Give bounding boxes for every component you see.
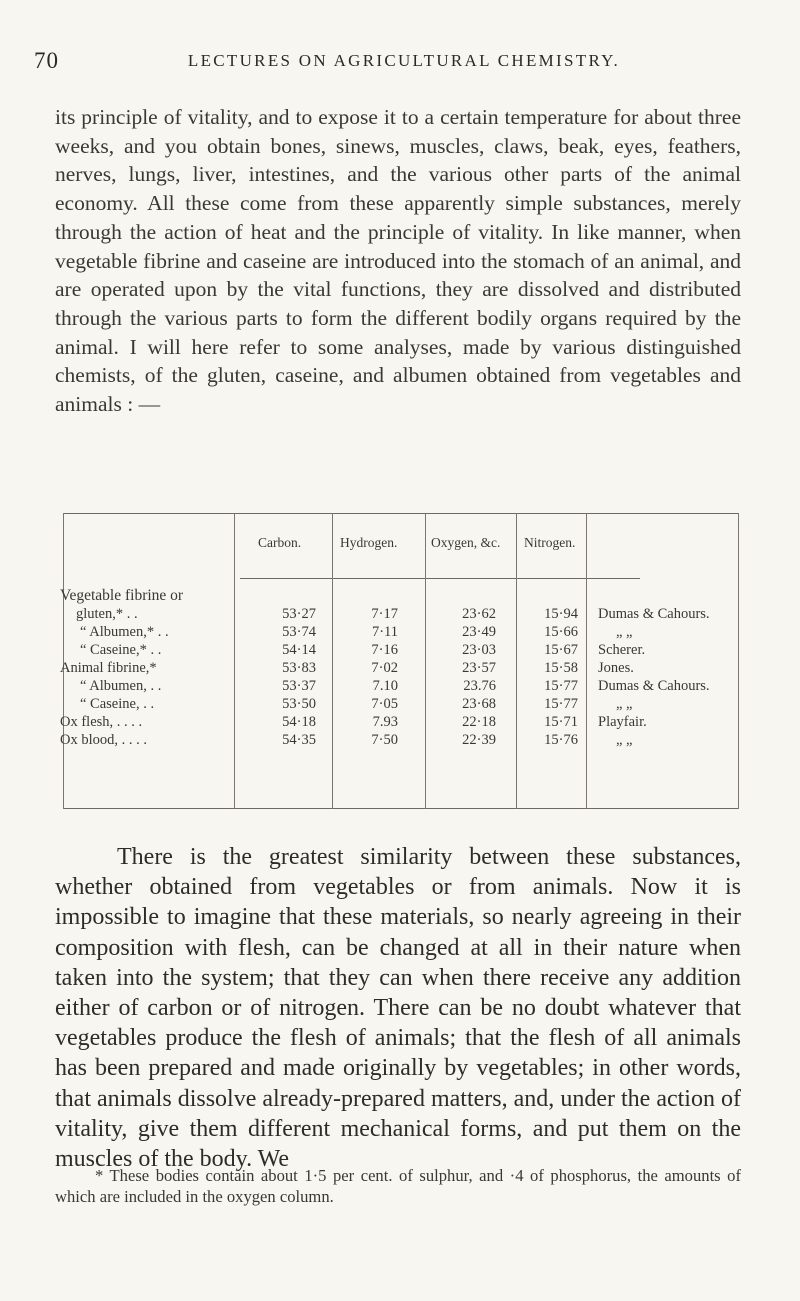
cell-authority: Jones. — [598, 660, 634, 676]
cell-oxygen: 23·57 — [462, 660, 496, 676]
cell-hydrogen: 7·02 — [371, 660, 398, 676]
cell-nitrogen: 15·77 — [544, 678, 578, 694]
cell-hydrogen: 7·05 — [371, 696, 398, 712]
cell-hydrogen: 7.93 — [372, 714, 398, 730]
cell-carbon: 53·37 — [282, 678, 316, 694]
col-header-carbon: Carbon. — [258, 535, 302, 550]
row-name: “ Caseine,* . . — [80, 642, 162, 658]
analysis-table — [56, 513, 740, 810]
cell-nitrogen: 15·58 — [544, 660, 578, 676]
row-name: Ox blood, . . . . — [60, 732, 147, 748]
row-name-line1: Vegetable fibrine or — [60, 587, 184, 604]
body-paragraph — [55, 842, 741, 1174]
cell-authority: Dumas & Cahours. — [598, 606, 710, 622]
cell-carbon: 54·35 — [282, 732, 316, 748]
cell-hydrogen: 7.10 — [372, 678, 398, 694]
cell-authority: Playfair. — [598, 714, 647, 730]
cell-carbon: 53·27 — [282, 606, 316, 622]
cell-carbon: 53·83 — [282, 660, 316, 676]
table-col-rule — [516, 513, 517, 809]
cell-oxygen: 23·49 — [462, 624, 496, 640]
table-header-rule — [240, 578, 640, 579]
cell-carbon: 53·50 — [282, 696, 316, 712]
col-header-nitrogen: Nitrogen. — [524, 535, 576, 550]
cell-authority: „ „ — [616, 732, 633, 748]
table-col-rule — [332, 513, 333, 809]
row-name: Animal fibrine,* — [60, 660, 157, 676]
cell-hydrogen: 7·16 — [371, 642, 398, 658]
cell-nitrogen: 15·67 — [544, 642, 578, 658]
col-header-hydrogen: Hydrogen. — [340, 535, 398, 550]
cell-oxygen: 23·68 — [462, 696, 496, 712]
cell-hydrogen: 7·17 — [371, 606, 398, 622]
cell-nitrogen: 15·66 — [544, 624, 578, 640]
cell-carbon: 53·74 — [282, 624, 316, 640]
cell-oxygen: 23·62 — [462, 606, 496, 622]
cell-hydrogen: 7·11 — [371, 624, 398, 640]
intro-paragraph: its principle of vitality, and to expose it to a certain temperature for about three weeks, and you obtain bones, sinews, muscles, claws, beak, eyes, feathers, nerves, lungs, liver, intestines, and the various other parts of the animal economy. All these come from these apparently simple substances, merely through the action of heat and the principle of vitality. In like manner, when vegetable fibrine and caseine are introduced into the stomach of an animal, and are operated upon by the vital functions, they are dissolved and distributed through the various parts to form the different bodily organs required by the animal. I will here refer to some analyses, made by various distinguished chemists, of the gluten, caseine, and albumen obtained from vegetables and animals : — — [55, 105, 741, 417]
cell-oxygen: 22·39 — [462, 732, 496, 748]
cell-authority: „ „ — [616, 624, 633, 640]
page-header — [34, 48, 774, 78]
footnote-text: * These bodies contain about 1·5 per cent. of sulphur, and ·4 of phosphorus, the amounts of which are included in the oxygen column. — [55, 1166, 741, 1207]
table-top-rule — [64, 513, 738, 514]
row-name: gluten,* . . — [76, 606, 138, 622]
cell-nitrogen: 15·94 — [544, 606, 578, 622]
row-name: Ox flesh, . . . . — [60, 714, 143, 730]
running-head: LECTURES ON AGRICULTURAL CHEMISTRY. — [187, 51, 621, 70]
cell-nitrogen: 15·77 — [544, 696, 578, 712]
cell-authority: Dumas & Cahours. — [598, 678, 710, 694]
cell-nitrogen: 15·76 — [544, 732, 578, 748]
table-col-rule — [234, 513, 235, 809]
cell-carbon: 54·14 — [282, 642, 316, 658]
cell-oxygen: 23.76 — [463, 678, 496, 694]
table-right-rule — [738, 513, 739, 809]
col-header-oxygen: Oxygen, &c. — [431, 535, 501, 550]
cell-authority: „ „ — [616, 696, 633, 712]
cell-nitrogen: 15·71 — [544, 714, 578, 730]
body-paragraph-text: There is the greatest similarity between these substances, whether obtained from vegetables or from animals. Now it is impossible to imagine that these materials, so nearly agreeing in their composition with flesh, can be changed at all in their nature when taken into the system; that they can when there receive any addition either of carbon or of nitrogen. There can be no doubt whatever that vegetables produce the flesh of animals; that the flesh of all animals has been prepared and made originally by vegetables; in other words, that animals dissolve already-prepared matters, and, under the action of vitality, give them different mechanical forms, and put them on the muscles of the body. We — [55, 844, 741, 1173]
cell-hydrogen: 7·50 — [371, 732, 398, 748]
footnote — [55, 1165, 741, 1208]
cell-oxygen: 22·18 — [462, 714, 496, 730]
row-name: “ Albumen,* . . — [80, 624, 169, 640]
cell-oxygen: 23·03 — [462, 642, 496, 658]
cell-carbon: 54·18 — [282, 714, 316, 730]
table-col-rule — [425, 513, 426, 809]
cell-authority: Scherer. — [598, 642, 646, 658]
table-col-rule — [586, 513, 587, 809]
row-name: “ Caseine, . . — [80, 696, 155, 712]
table-bottom-rule — [64, 808, 738, 809]
page-number: 70 — [34, 48, 59, 73]
row-name: “ Albumen, . . — [80, 678, 162, 694]
